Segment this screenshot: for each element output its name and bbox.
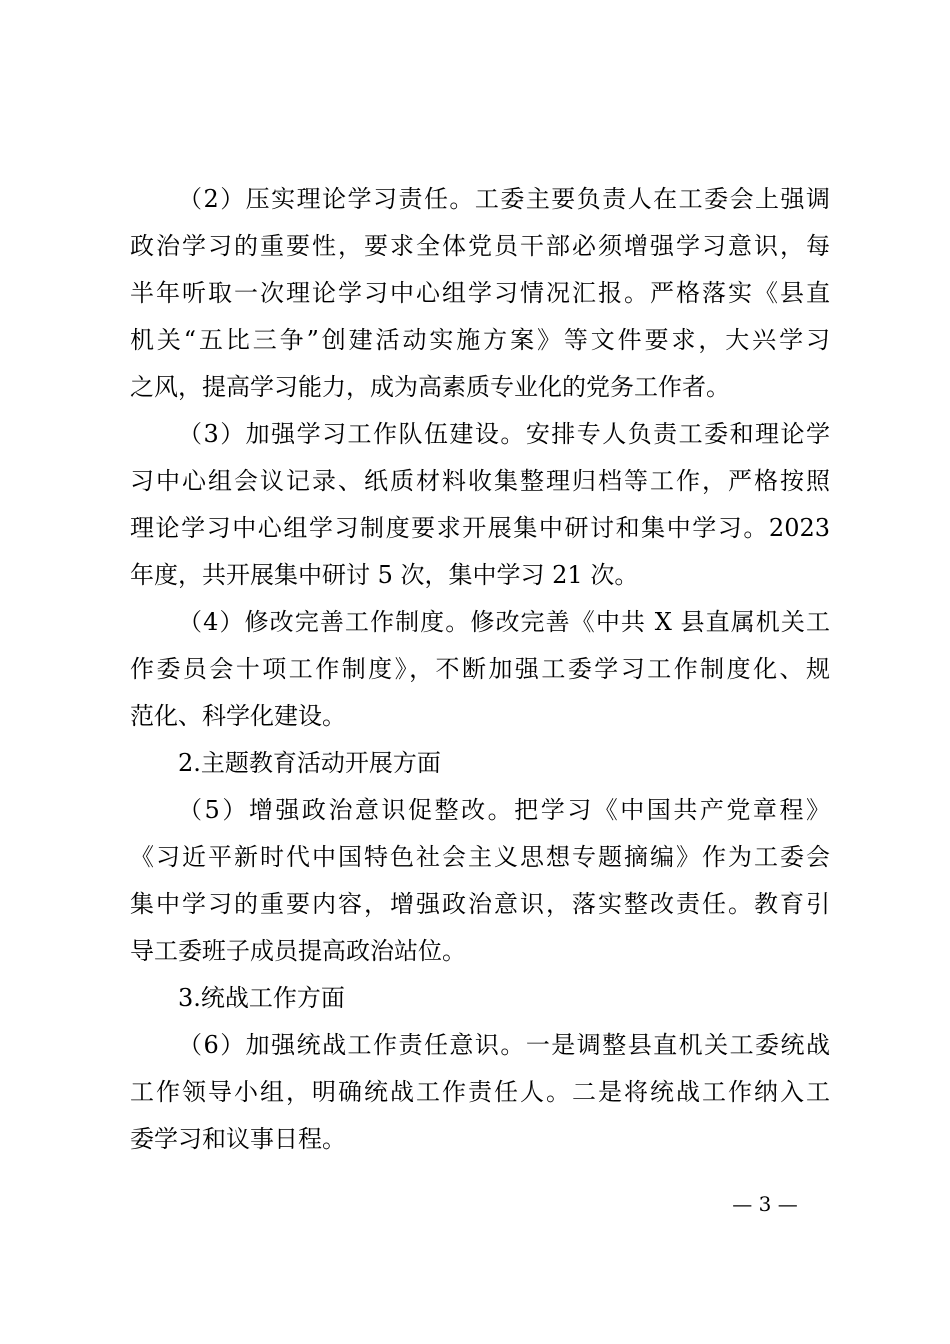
section-heading-2: 2.主题教育活动开展方面 xyxy=(178,749,441,777)
paragraph-3-line-3: 理论学习中心组学习制度要求开展集中研讨和集中学习。2023 xyxy=(130,514,830,542)
paragraph-2-line-1: （2）压实理论学习责任。工委主要负责人在工委会上强调 xyxy=(178,185,830,213)
paragraph-5-line-4: 导工委班子成员提高政治站位。 xyxy=(130,937,466,965)
paragraph-4-line-1: （4）修改完善工作制度。修改完善《中共 X 县直属机关工 xyxy=(178,608,830,636)
paragraph-5-line-1: （5）增强政治意识促整改。把学习《中国共产党章程》 xyxy=(178,796,830,824)
page-number: — 3 — xyxy=(732,1192,798,1216)
paragraph-2-line-4: 机关“五比三争”创建活动实施方案》等文件要求，大兴学习 xyxy=(130,326,830,354)
paragraph-3-line-1: （3）加强学习工作队伍建设。安排专人负责工委和理论学 xyxy=(178,420,830,448)
section-heading-3: 3.统战工作方面 xyxy=(178,984,345,1012)
paragraph-4-line-2: 作委员会十项工作制度》，不断加强工委学习工作制度化、规 xyxy=(130,655,830,683)
paragraph-6-line-1: （6）加强统战工作责任意识。一是调整县直机关工委统战 xyxy=(178,1031,830,1059)
paragraph-2-line-3: 半年听取一次理论学习中心组学习情况汇报。严格落实《县直 xyxy=(130,279,830,307)
paragraph-4-line-3: 范化、科学化建设。 xyxy=(130,702,346,730)
paragraph-6-line-3: 委学习和议事日程。 xyxy=(130,1125,346,1153)
paragraph-2-line-2: 政治学习的重要性，要求全体党员干部必须增强学习意识，每 xyxy=(130,232,830,260)
paragraph-3-line-4: 年度，共开展集中研讨 5 次，集中学习 21 次。 xyxy=(130,561,639,589)
paragraph-6-line-2: 工作领导小组，明确统战工作责任人。二是将统战工作纳入工 xyxy=(130,1078,830,1106)
paragraph-5-line-3: 集中学习的重要内容，增强政治意识，落实整改责任。教育引 xyxy=(130,890,830,918)
paragraph-3-line-2: 习中心组会议记录、纸质材料收集整理归档等工作，严格按照 xyxy=(130,467,830,495)
paragraph-5-line-2: 《习近平新时代中国特色社会主义思想专题摘编》作为工委会 xyxy=(130,843,830,871)
paragraph-2-line-5: 之风，提高学习能力，成为高素质专业化的党务工作者。 xyxy=(130,373,730,401)
